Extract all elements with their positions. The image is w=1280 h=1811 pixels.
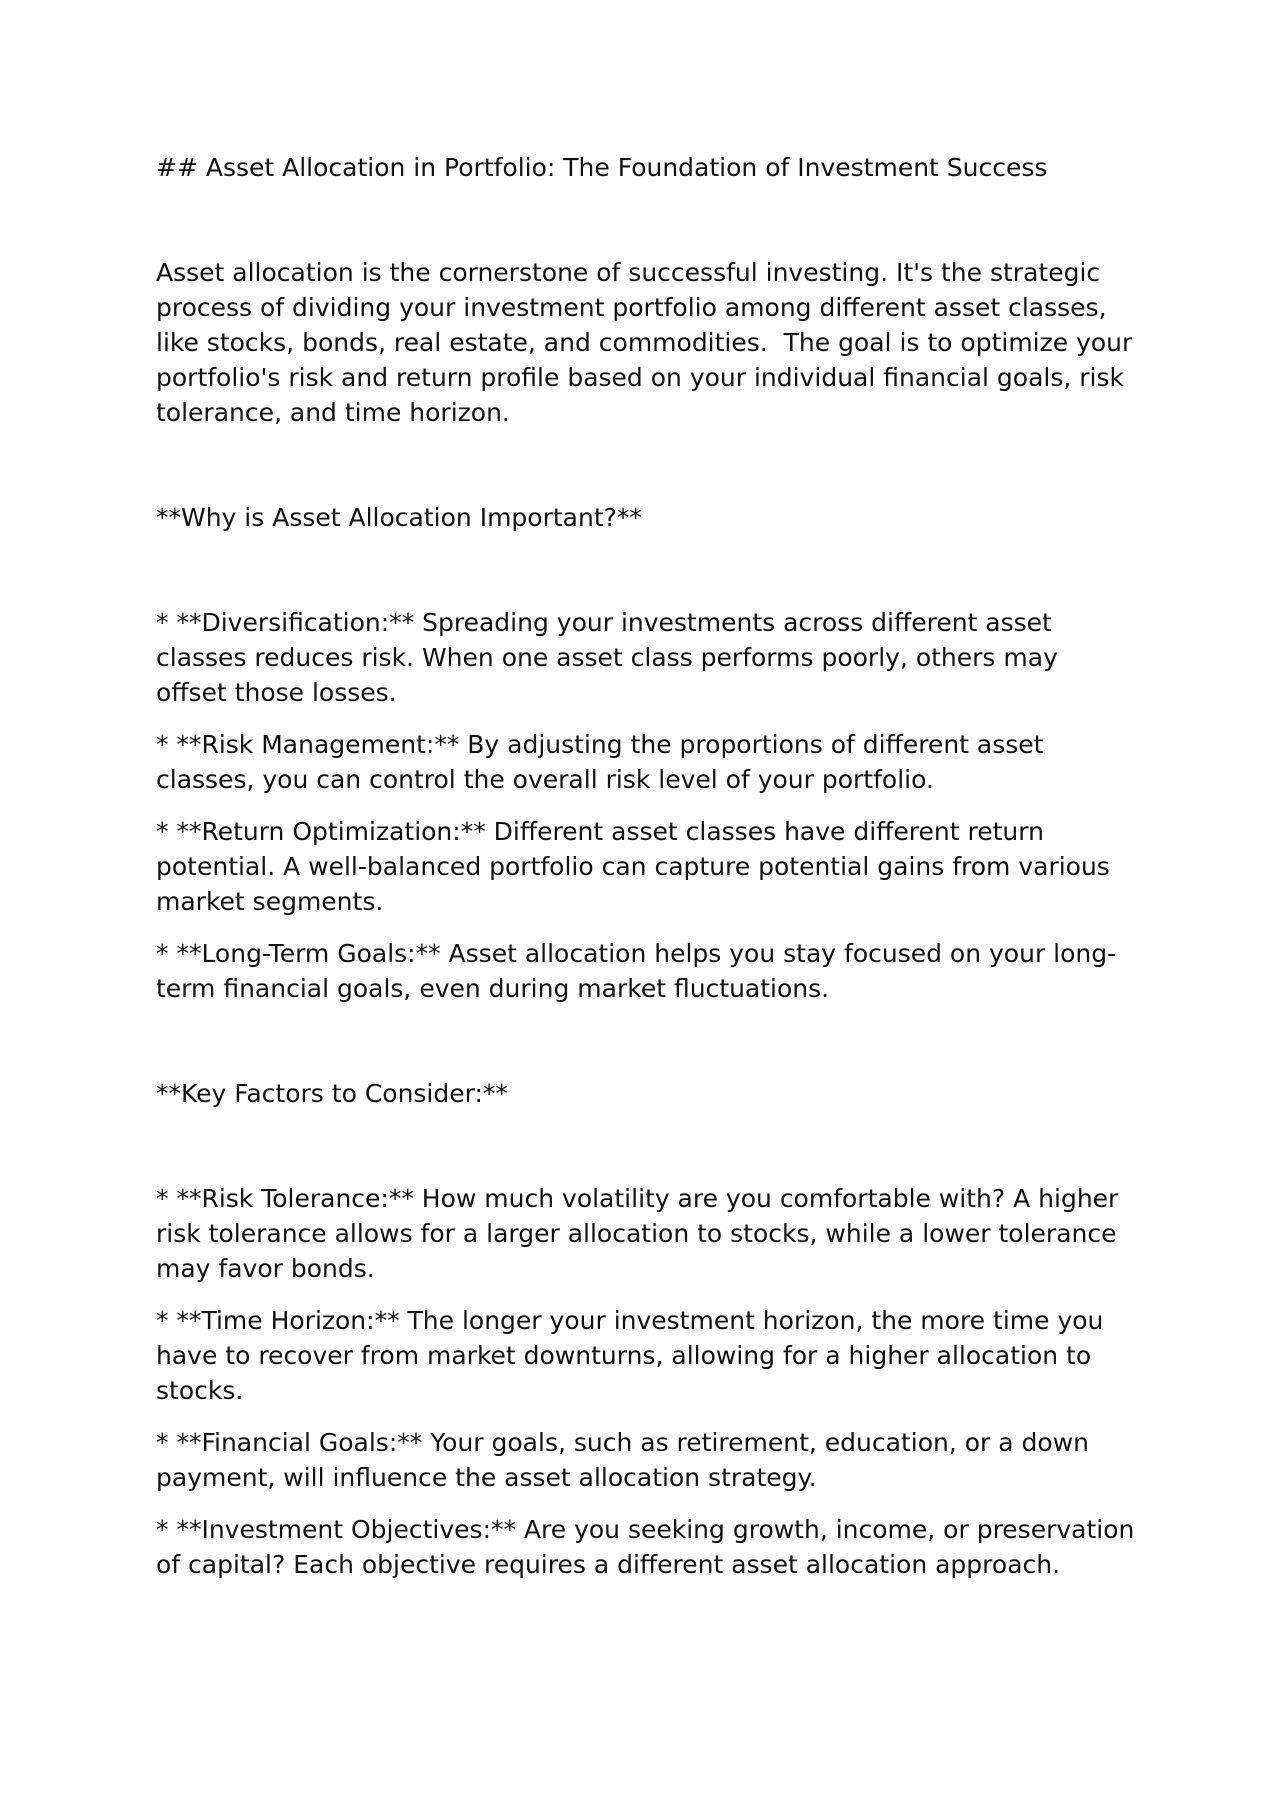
list-item-risk-management: * **Risk Management:** By adjusting the proportions of different asset classes, you can control the overall risk level of your portfolio. — [156, 730, 1052, 794]
list-item-risk-tolerance: * **Risk Tolerance:** How much volatility are you comfortable with? A higher risk tolerance allows for a larger allocation to stocks, while a lower tolerance may favor bonds. — [156, 1184, 1127, 1283]
list-item-return-optimization: * **Return Optimization:** Different asset classes have different return potential. A well-balanced portfolio can capture potential gains from various market segments. — [156, 817, 1118, 916]
section-title-factors: **Key Factors to Consider:** — [156, 1079, 508, 1108]
list-item-investment-objectives: * **Investment Objectives:** Are you seeking growth, income, or preservation of capital? Each objective requires a different asset allocation approach. — [156, 1515, 1143, 1579]
document-heading: ## Asset Allocation in Portfolio: The Foundation of Investment Success — [156, 153, 1048, 182]
document-body — [156, 150, 1143, 1582]
list-item-diversification: * **Diversification:** Spreading your investments across different asset classes reduces risk. When one asset class performs poorly, others may offset those losses. — [156, 608, 1066, 707]
list-item-time-horizon: * **Time Horizon:** The longer your investment horizon, the more time you have to recover from market downturns, allowing for a higher allocation to stocks. — [156, 1306, 1112, 1405]
section-title-why: **Why is Asset Allocation Important?** — [156, 503, 642, 532]
intro-paragraph: Asset allocation is the cornerstone of successful investing. It's the strategic process of dividing your investment portfolio among different asset classes, like stocks, bonds, real estate, and commodities. The goal is to optimize your portfolio's risk and return profile based on your individual financial goals, risk tolerance, and time horizon. — [156, 258, 1141, 427]
list-item-financial-goals: * **Financial Goals:** Your goals, such as retirement, education, or a down payment, will influence the asset allocation strategy. — [156, 1428, 1097, 1492]
list-item-long-term-goals: * **Long-Term Goals:** Asset allocation helps you stay focused on your long-term financial goals, even during market fluctuations. — [156, 939, 1117, 1003]
